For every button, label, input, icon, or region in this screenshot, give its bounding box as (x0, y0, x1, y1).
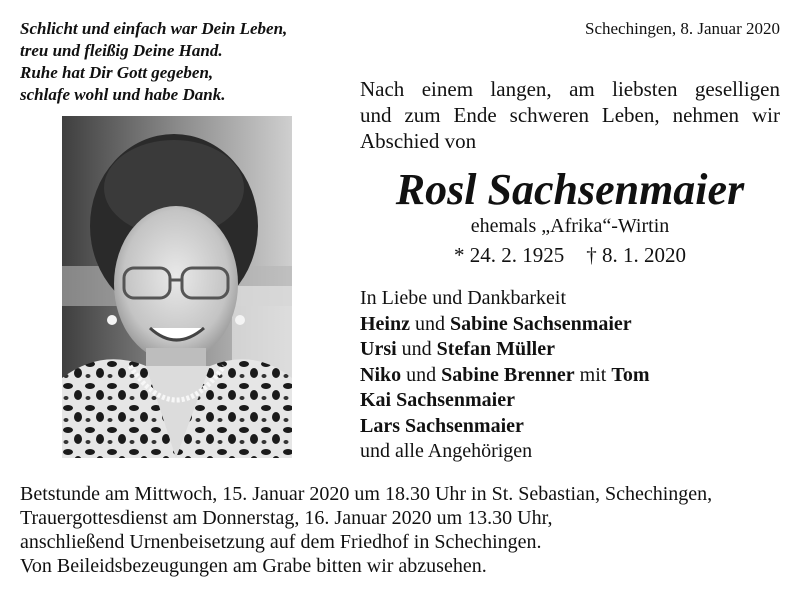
mourner-line (360, 414, 780, 440)
mourner-name: Heinz (360, 312, 410, 335)
service-details (20, 482, 790, 578)
death-date: † 8. 1. 2020 (586, 243, 686, 267)
mourners-closing: und alle Angehörigen (360, 440, 533, 462)
with-word: mit (579, 363, 607, 386)
deceased-name: Rosl Sachsenmaier (395, 165, 745, 214)
mourner-name: Tom (611, 363, 650, 386)
deceased-formerly: ehemals „Afrika“-Wirtin (470, 215, 670, 237)
mourner-line (360, 388, 780, 414)
poem-line: Schlicht und einfach war Dein Leben, (20, 19, 288, 38)
intro-line: Nach einem langen, am liebsten geselligen (360, 77, 780, 101)
memorial-poem (20, 18, 320, 106)
intro-line: Abschied von (360, 129, 477, 153)
and-word: und (406, 363, 437, 386)
mourner-name: Sabine Sachsenmaier (450, 312, 632, 335)
mourner-name: Ursi (360, 338, 397, 360)
footer-line: anschließend Urnenbeisetzung auf dem Friedhof in Schechingen. (20, 531, 542, 553)
and-word: und (401, 338, 432, 360)
mourner-name: Stefan Müller (436, 338, 555, 360)
portrait-photo (62, 116, 292, 458)
mourner-name: Niko (360, 363, 402, 386)
mourners-list (360, 286, 780, 465)
intro-line: und zum Ende schweren Leben, nehmen wir (360, 103, 780, 127)
footer-line: Von Beileidsbezeugungen am Grabe bitten wir abzusehen. (20, 555, 487, 577)
intro-text (360, 76, 780, 154)
mourner-name: Kai Sachsenmaier (360, 389, 515, 411)
and-word: und (415, 312, 445, 335)
poem-line: treu und fleißig Deine Hand. (20, 41, 223, 60)
poem-line: Ruhe hat Dir Gott gegeben, (20, 63, 214, 82)
birth-date: * 24. 2. 1925 (454, 243, 565, 267)
mourner-name: Sabine Brenner (441, 363, 575, 386)
footer-line: Betstunde am Mittwoch, 15. Januar 2020 um 18.30 Uhr in St. Sebastian, Schechingen, (20, 483, 713, 505)
place-date: Schechingen, 8. Januar 2020 (585, 19, 780, 38)
mourner-name: Lars Sachsenmaier (360, 414, 524, 437)
mourner-line (360, 337, 780, 363)
mourner-line (360, 363, 780, 389)
poem-line: schlafe wohl und habe Dank. (20, 85, 226, 104)
mourners-intro: In Liebe und Dankbarkeit (360, 287, 567, 309)
life-dates (360, 242, 780, 268)
footer-line: Trauergottesdienst am Donnerstag, 16. Januar 2020 um 13.30 Uhr, (20, 507, 553, 529)
mourner-line (360, 312, 780, 338)
